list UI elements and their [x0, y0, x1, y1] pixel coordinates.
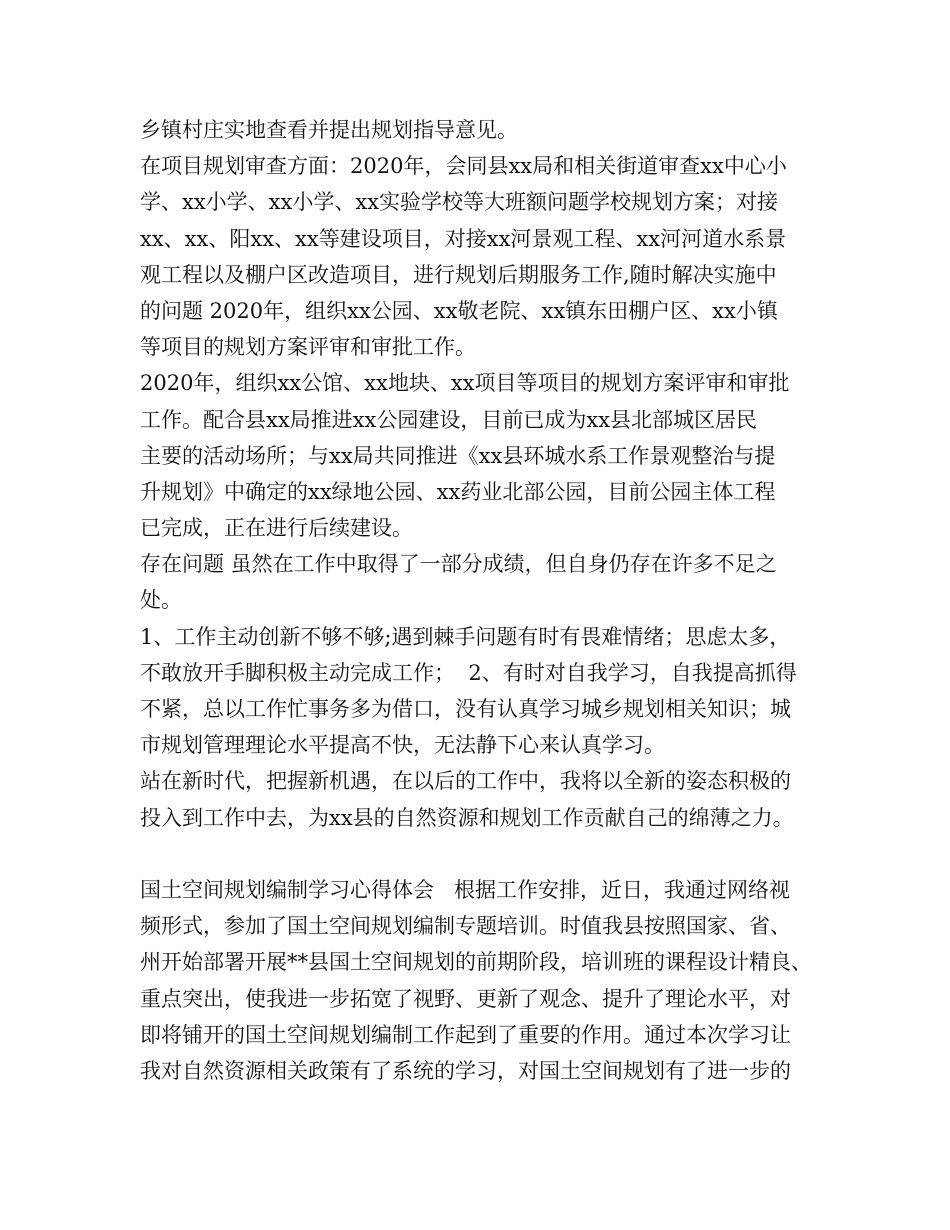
text-line: 已完成，正在进行后续建设。 [140, 516, 413, 541]
text-line: 投入到工作中去，为xx县的自然资源和规划工作贡献自己的绵薄之力。 [140, 805, 794, 830]
text-line: 的问题 2020年，组织xx公园、xx敬老院、xx镇东田棚户区、xx小镇 [140, 298, 778, 323]
text-line: 即将铺开的国土空间规划编制工作起到了重要的作用。通过本次学习让 [140, 1022, 791, 1047]
text-line: 重点突出，使我进一步拓宽了视野、更新了观念、提升了理论水平，对 [140, 986, 791, 1011]
text-line: 市规划管理理论水平提高不快，无法静下心来认真学习。 [140, 733, 665, 758]
text-line: 站在新时代，把握新机遇，在以后的工作中，我将以全新的姿态积极的 [140, 769, 791, 794]
text-line: 学、xx小学、xx小学、xx实验学校等大班额问题学校规划方案；对接 [140, 190, 779, 215]
text-line: 乡镇村庄实地查看并提出规划指导意见。 [140, 118, 518, 142]
text-line: 处。 [140, 588, 182, 613]
text-line: 工作。配合县xx局推进xx公园建设，目前已成为xx县北部城区居民 [140, 407, 758, 432]
text-line: 2020年，组织xx公馆、xx地块、xx项目等项目的规划方案评审和审批 [140, 371, 790, 396]
text-line: 我对自然资源相关政策有了系统的学习，对国土空间规划有了进一步的 [140, 1058, 791, 1083]
text-line: 不敢放开手脚积极主动完成工作； 2、有时对自我学习，自我提高抓得 [140, 660, 797, 685]
text-line: xx、xx、阳xx、xx等建设项目，对接xx河景观工程、xx河河道水系景 [140, 226, 787, 251]
text-line: 不紧，总以工作忙事务多为借口，没有认真学习城乡规划相关知识；城 [140, 697, 791, 721]
text-line: 存在问题 虽然在工作中取得了一部分成绩，但自身仍存在许多不足之 [140, 552, 777, 577]
text-line: 主要的活动场所；与xx局共同推进《xx县环城水系工作景观整治与提 [140, 443, 776, 468]
text-line: 在项目规划审查方面：2020年，会同县xx局和相关街道审查xx中心小 [140, 154, 787, 179]
text-line: 国土空间规划编制学习心得体会 根据工作安排，近日，我通过网络视 [140, 877, 791, 902]
text-line: 1、工作主动创新不够不够;遇到棘手问题有时有畏难情绪；思虑太多， [140, 624, 791, 649]
document-body [140, 112, 840, 1089]
text-line: 观工程以及棚户区改造项目，进行规划后期服务工作,随时解决实施中 [140, 262, 777, 287]
text-line: 频形式，参加了国土空间规划编制专题培训。时值我县按照国家、省、 [140, 914, 791, 939]
text-line: 升规划》中确定的xx绿地公园、xx药业北部公园，目前公园主体工程 [140, 479, 776, 504]
text-line: 等项目的规划方案评审和审批工作。 [140, 335, 476, 360]
text-line: 州开始部署开展**县国土空间规划的前期阶段，培训班的课程设计精良、 [140, 950, 812, 975]
paragraph-gap [140, 836, 840, 872]
